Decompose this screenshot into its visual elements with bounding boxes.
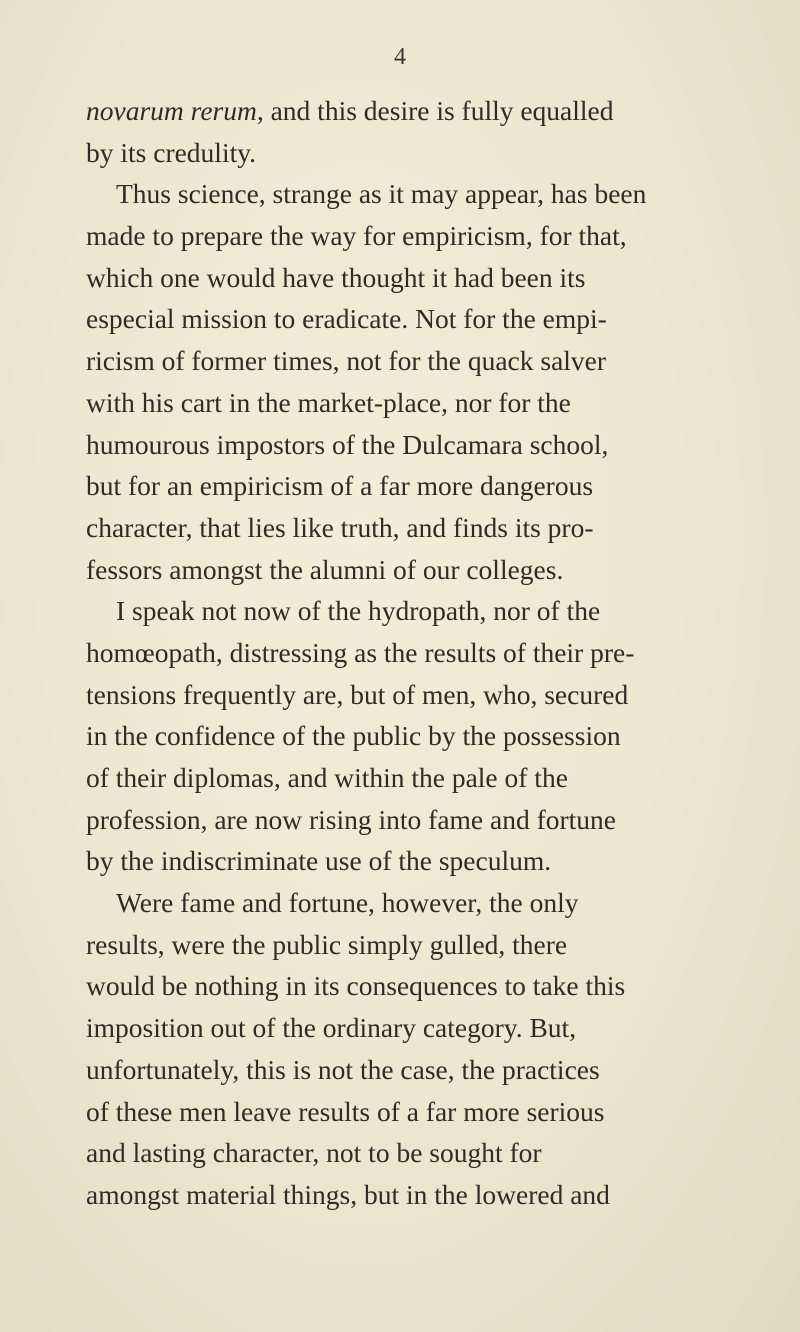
line-text: unfortunately, this is not the case, the practices — [86, 1053, 600, 1085]
text-line — [86, 799, 786, 841]
italic-phrase: novarum rerum, — [86, 95, 264, 126]
page-number: 4 — [394, 44, 406, 70]
text-line — [86, 424, 786, 466]
text-line — [86, 674, 786, 716]
text-line — [86, 882, 786, 924]
text-line — [86, 590, 786, 632]
text-line — [86, 340, 786, 382]
line-text: in the confidence of the public by the possession — [86, 720, 621, 752]
line-text: made to prepare the way for empiricism, for that, — [86, 220, 627, 252]
text-line — [86, 215, 786, 257]
line-text: with his cart in the market-place, nor for the — [86, 386, 571, 418]
text-line — [86, 1007, 786, 1049]
line-text: by the indiscriminate use of the speculum. — [86, 845, 552, 877]
line-text: imposition out of the ordinary category. But, — [86, 1012, 577, 1044]
line-text: character, that lies like truth, and finds its pro- — [86, 511, 594, 543]
body-text — [86, 90, 786, 1216]
line-text: but for an empiricism of a far more dangerous — [86, 470, 594, 502]
text-line — [86, 507, 786, 549]
text-line — [86, 757, 786, 799]
text-line — [86, 1049, 786, 1091]
text-line — [86, 840, 786, 882]
line-text: I speak not now of the hydropath, nor of the — [116, 595, 601, 627]
line-text: Thus science, strange as it may appear, has been — [116, 178, 647, 210]
line-text: profession, are now rising into fame and fortune — [86, 803, 616, 835]
text-line — [86, 90, 786, 132]
line-text: of their diplomas, and within the pale of the — [86, 762, 568, 793]
text-line — [86, 1091, 786, 1133]
text-line — [86, 173, 786, 215]
text-line — [86, 465, 786, 507]
line-text: and this desire is fully equalled — [263, 95, 614, 126]
text-line — [86, 1132, 786, 1174]
text-line — [86, 715, 786, 757]
line-text: fessors amongst the alumni of our colleges. — [86, 553, 564, 585]
text-line — [86, 924, 786, 966]
line-text: humourous impostors of the Dulcamara school, — [86, 428, 609, 460]
text-line — [86, 632, 786, 674]
line-text: and lasting character, not to be sought for — [86, 1137, 542, 1169]
text-line — [86, 132, 786, 174]
text-line — [86, 382, 786, 424]
line-text: of these men leave results of a far more serious — [86, 1095, 605, 1127]
text-line — [86, 549, 786, 591]
line-text: especial mission to eradicate. Not for the empi- — [86, 303, 607, 335]
line-text: ricism of former times, not for the quack salver — [86, 345, 607, 377]
line-text: would be nothing in its consequences to take this — [86, 970, 626, 1002]
line-text: which one would have thought it had been its — [86, 261, 586, 293]
text-line — [86, 1174, 786, 1216]
text-line — [86, 965, 786, 1007]
line-text: amongst material things, but in the lowered and — [86, 1178, 610, 1210]
line-text: by its credulity. — [86, 136, 257, 168]
line-text: results, were the public simply gulled, there — [86, 928, 568, 960]
line-text: Were fame and fortune, however, the only — [116, 887, 579, 919]
text-line — [86, 257, 786, 299]
line-text: tensions frequently are, but of men, who, secured — [86, 678, 629, 710]
text-line — [86, 298, 786, 340]
line-text: homœopath, distressing as the results of their pre- — [86, 636, 635, 668]
